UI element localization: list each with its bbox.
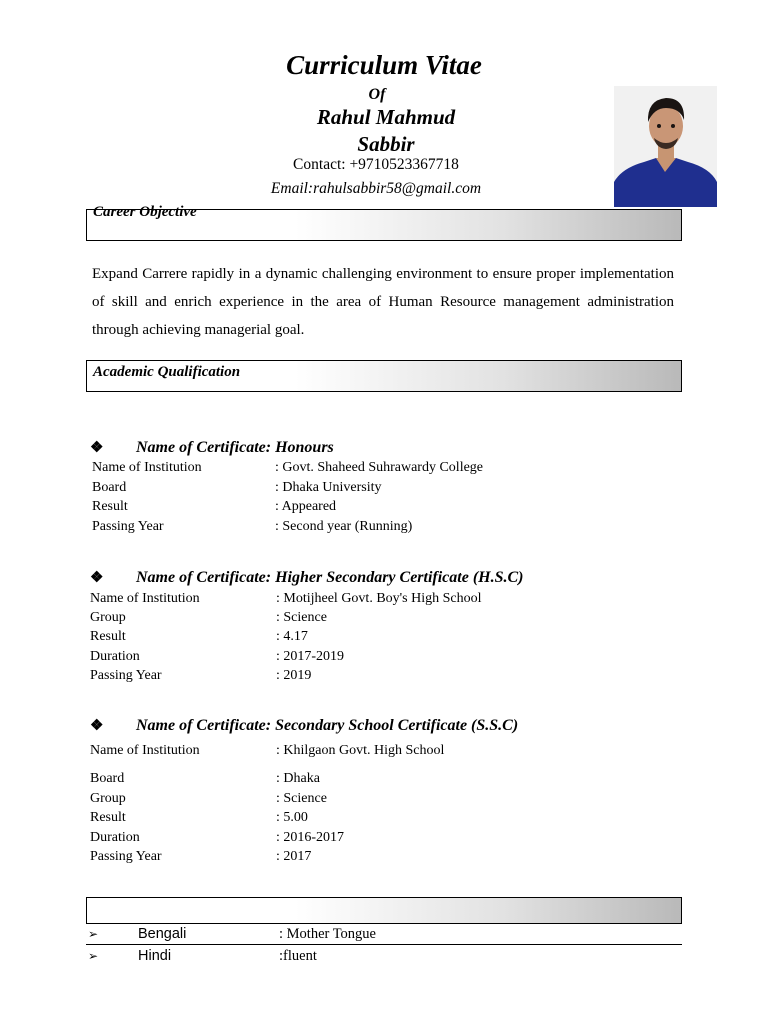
row-label: Passing Year	[90, 849, 162, 864]
row-value: : Dhaka University	[275, 480, 382, 495]
table-row	[90, 589, 690, 609]
language-name: Hindi	[138, 948, 172, 964]
row-label: Name of Institution	[92, 460, 202, 475]
language-section-header	[86, 897, 682, 924]
table-row	[90, 808, 690, 828]
table-row	[90, 847, 690, 867]
certificate-heading	[90, 438, 334, 457]
row-label: Name of Institution	[90, 591, 200, 606]
row-label: Group	[90, 791, 126, 806]
row-value: : Science	[276, 791, 327, 806]
arrow-bullet-icon: ➢	[88, 949, 99, 963]
candidate-name-line1: Rahul Mahmud	[316, 105, 456, 129]
certificate-title: Name of Certificate: Higher Secondary Certificate (H.S.C)	[136, 569, 524, 586]
row-label: Passing Year	[90, 668, 162, 683]
list-item	[86, 945, 682, 967]
row-label: Passing Year	[92, 519, 164, 534]
table-row	[90, 608, 690, 628]
row-value: : 2016-2017	[276, 830, 345, 845]
row-label: Result	[90, 629, 126, 644]
row-label: Board	[92, 480, 127, 495]
row-value: : Science	[276, 610, 327, 625]
table-row	[90, 769, 690, 789]
row-value: : 4.17	[276, 629, 308, 644]
language-level: : Mother Tongue	[279, 926, 376, 942]
table-row	[92, 458, 692, 478]
list-item	[86, 923, 682, 945]
row-label: Result	[90, 810, 126, 825]
row-label: Duration	[90, 649, 140, 664]
row-value: : 2019	[276, 668, 312, 683]
table-row	[90, 666, 690, 686]
row-value: : Appeared	[275, 499, 337, 514]
row-label: Board	[90, 771, 125, 786]
section-title: Career Objective	[93, 204, 197, 220]
row-value: : Second year (Running)	[275, 519, 413, 534]
row-label: Duration	[90, 830, 140, 845]
arrow-bullet-icon: ➢	[88, 927, 99, 941]
language-name: Bengali	[138, 926, 187, 942]
table-row	[92, 478, 692, 498]
section-title: Academic Qualification	[93, 364, 241, 380]
table-row	[92, 517, 692, 537]
certificate-title: Name of Certificate: Secondary School Certificate (S.S.C)	[136, 717, 519, 734]
contact-email: Email:rahulsabbir58@gmail.com	[270, 180, 482, 197]
cv-of: Of	[368, 86, 386, 103]
row-value: : 2017	[276, 849, 312, 864]
table-row	[90, 789, 690, 809]
table-row	[90, 627, 690, 647]
certificate-heading	[90, 716, 518, 735]
cv-title: Curriculum Vitae	[286, 50, 482, 80]
table-row	[90, 741, 690, 761]
certificate-title: Name of Certificate: Honours	[136, 439, 334, 456]
table-row	[90, 828, 690, 848]
academic-qualification-header	[86, 360, 682, 392]
career-objective-text: Expand Carrere rapidly in a dynamic challenging environment to ensure proper implementation of skill and enrich experience in the area of Human Resource management administration through achieving managerial goal.	[92, 266, 674, 338]
contact-phone: Contact: +9710523367718	[293, 156, 459, 173]
row-value: : Motijheel Govt. Boy's High School	[276, 591, 482, 606]
career-objective-header	[86, 204, 682, 241]
row-value: : Khilgaon Govt. High School	[276, 743, 445, 758]
row-value: : Govt. Shaheed Suhrawardy College	[275, 460, 484, 475]
row-label: Result	[92, 499, 128, 514]
table-row	[90, 647, 690, 667]
person-portrait-icon	[614, 86, 717, 207]
row-value: : Dhaka	[276, 771, 320, 786]
diamond-bullet-icon: ❖	[90, 570, 104, 586]
language-level: :fluent	[279, 948, 317, 964]
profile-photo	[614, 86, 717, 207]
candidate-name-line2: Sabbir	[357, 132, 415, 156]
certificate-heading	[90, 568, 524, 587]
diamond-bullet-icon: ❖	[90, 440, 104, 456]
row-label: Group	[90, 610, 126, 625]
row-value: : 2017-2019	[276, 649, 345, 664]
diamond-bullet-icon: ❖	[90, 718, 104, 734]
row-label: Name of Institution	[90, 743, 200, 758]
row-value: : 5.00	[276, 810, 308, 825]
table-row	[92, 497, 692, 517]
